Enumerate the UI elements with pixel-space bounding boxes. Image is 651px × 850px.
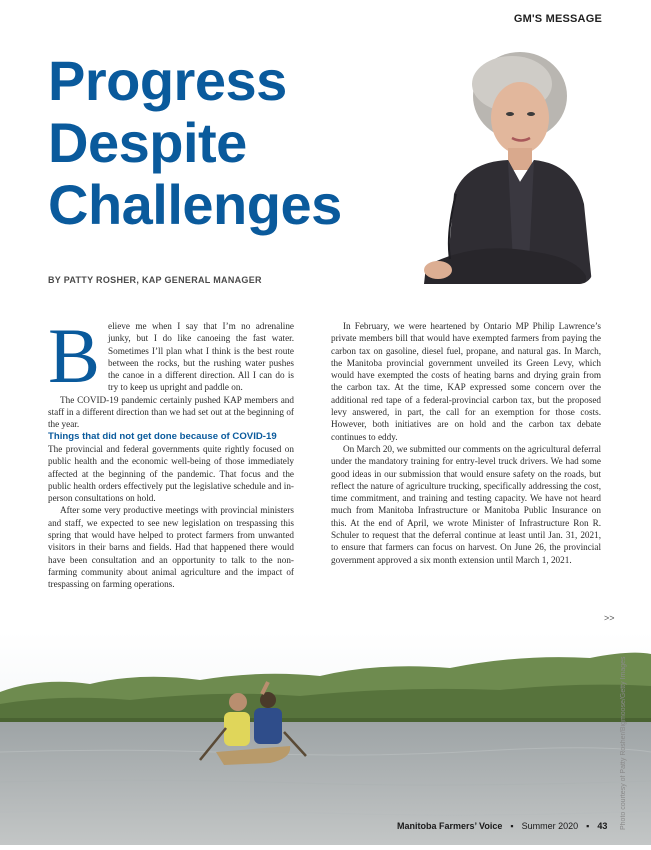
separator: ▪ xyxy=(586,821,590,831)
paragraph: The COVID-19 pandemic certainly pushed KAP members and staff in a different direction than we had set out at the beginning of the year. xyxy=(48,394,294,430)
paragraph: On March 20, we submitted our comments on the agricultural deferral under the mandatory training for entry-level truck drivers. We had some good ideas in our submission that would ensure safety on the roads, but reflect the nature of agriculture trucking, specifically addressing the cost, time commitment, and training and testing capacity. We have not heard much from Manitoba Infrastructure or Manitoba Public Insurance on this. At the end of April, we wrote Minister of Infrastructure Ron R. Schuler to request that the deferral continue at least until Jan. 31, 2021, to ensure that farmers can focus on harvest. On June 26, the provincial government approved a six month extension until March 1, 2021. xyxy=(331,443,601,565)
paragraph: The provincial and federal governments quite rightly focused on public health and the economic well-being of those immediately affected at the beginning of the pandemic. That focus and the public health orders effectively put the legislative schedule and in-person consultations on hold. xyxy=(48,443,294,504)
subheading: Things that did not get done because of COVID-19 xyxy=(48,430,277,442)
canoe-photo xyxy=(0,632,651,845)
title-line: Progress xyxy=(48,49,287,112)
drop-cap: B xyxy=(48,312,101,399)
separator: ▪ xyxy=(510,821,514,831)
paragraph-text: elieve me when I say that I’m no adrenaline junky, but I do like canoeing the fast water. Sometimes I’ll plan what I think is the best route between the rocks, but the rushing water pushes the canoe in a different direction. All I can do is try to keep us upright and paddle on. xyxy=(108,321,294,393)
page-number: 43 xyxy=(597,821,608,831)
article-title xyxy=(48,50,342,236)
paragraph xyxy=(48,312,294,399)
title-line: Challenges xyxy=(48,173,342,236)
title-line: Despite xyxy=(48,111,247,174)
page-footer xyxy=(397,821,607,831)
byline: BY PATTY ROSHER, KAP GENERAL MANAGER xyxy=(48,275,262,285)
photo-credit: Photo courtesy of Patty Rosher/Bigmoose/Getty Images xyxy=(620,656,627,830)
author-portrait xyxy=(416,44,593,284)
article-column-2 xyxy=(331,320,601,566)
issue-label: Summer 2020 xyxy=(521,821,579,831)
article-column-1 xyxy=(48,312,294,591)
publication-name: Manitoba Farmers’ Voice xyxy=(397,821,503,831)
section-label: GM'S MESSAGE xyxy=(513,13,602,25)
paragraph: In February, we were heartened by Ontario MP Philip Lawrence’s private members bill that would have exempted farmers from paying the carbon tax on gasoline, diesel fuel, propane, and natural gas. In March, the Manitoba provincial government unveiled its Green Levy, which would have exempted the costs of heating barns and drying grain from the carbon tax. At the time, KAP expressed some concern over the additional red tape of a federal-provincial carbon tax, but the proposed levy answered, in part, the call for an exemption for those costs. However, both initiatives are on hold and the carbon tax debate continues to eddy. xyxy=(331,321,601,442)
paragraph: After some very productive meetings with provincial ministers and staff, we expected to see new legislation on trespassing this spring that would have helped to protect farmers from unwanted visitors in their barns and fields. Had that happened there would have been consultation and an opportunity to talk to the non-farming community about animal agriculture and the impact of trespassing on farming operations. xyxy=(48,505,294,590)
continue-marker: >> xyxy=(604,613,615,623)
